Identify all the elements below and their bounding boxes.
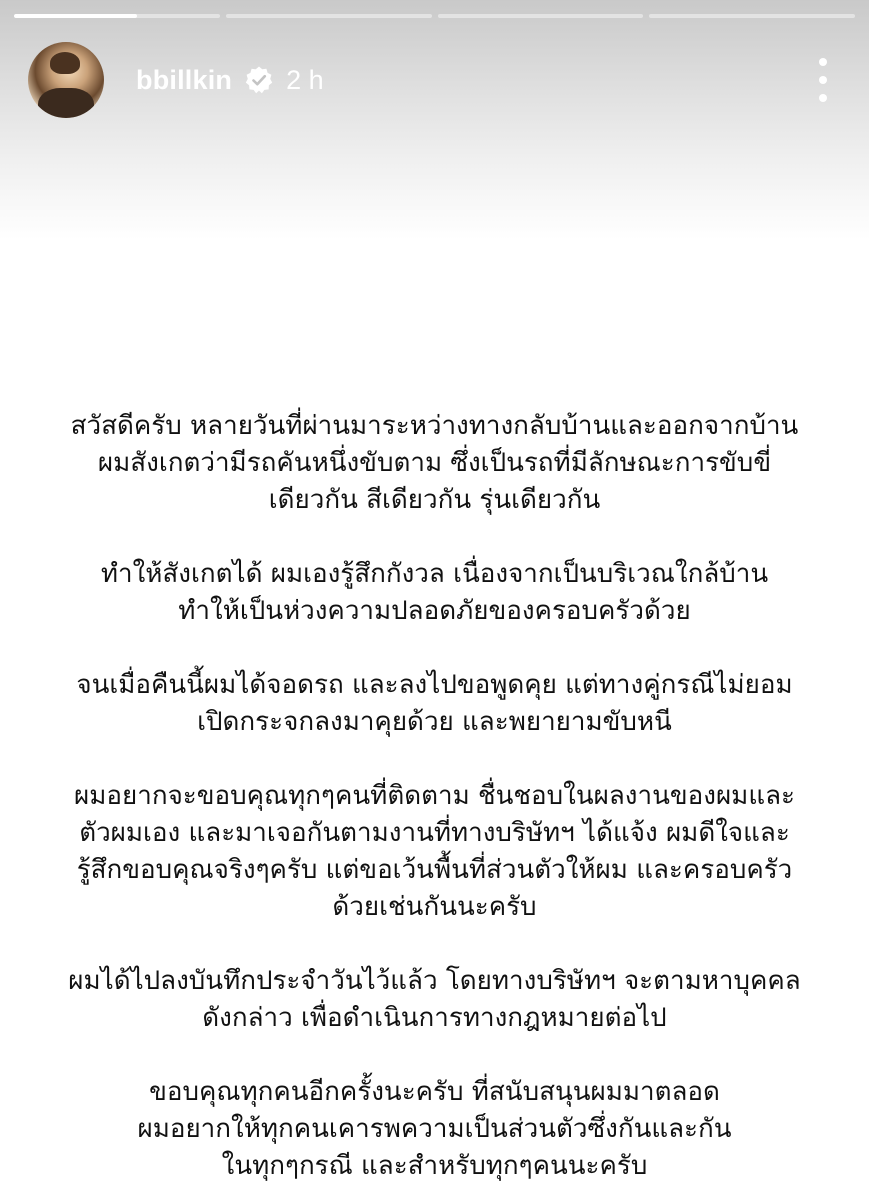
more-vertical-icon[interactable] [811, 58, 835, 102]
paragraph [30, 667, 839, 741]
text-line: ในทุกๆกรณี และสำหรับทุกๆคนนะครับ [221, 1151, 648, 1181]
text-line: ตัวผมเอง และมาเจอกันตามงานที่ทางบริษัทฯ ได้แจ้ง ผมดีใจและ [79, 818, 790, 848]
avatar[interactable] [28, 42, 104, 118]
progress-segment [14, 14, 220, 18]
paragraph [30, 963, 839, 1037]
paragraph [30, 556, 839, 630]
text-line: จนเมื่อคืนนี้ผมได้จอดรถ และลงไปขอพูดคุย แต่ทางคู่กรณีไม่ยอม [76, 670, 793, 700]
text-line: ผมอยากจะขอบคุณทุกๆคนที่ติดตาม ชื่นชอบในผลงานของผมและ [74, 781, 795, 811]
text-line: สวัสดีครับ หลายวันที่ผ่านมาระหว่างทางกลับบ้านและออกจากบ้าน [70, 411, 799, 441]
story-header [28, 40, 841, 120]
text-line: ผมอยากให้ทุกคนเคารพความเป็นส่วนตัวซึ่งกันและกัน [137, 1114, 732, 1144]
more-dot [819, 76, 827, 84]
more-dot [819, 94, 827, 102]
text-line: ขอบคุณทุกคนอีกครั้งนะครับ ที่สนับสนุนผมมาตลอด [149, 1077, 720, 1107]
text-line: ทำให้สังเกตได้ ผมเองรู้สึกกังวล เนื่องจากเป็นบริเวณใกล้บ้าน [100, 559, 769, 589]
text-line: ด้วยเช่นกันนะครับ [332, 892, 537, 922]
text-line: เปิดกระจกลงมาคุยด้วย และพยายามขับหนี [197, 707, 672, 737]
text-line: เดียวกัน สีเดียวกัน รุ่นเดียวกัน [268, 485, 601, 515]
progress-segment [438, 14, 644, 18]
top-gradient-overlay [0, 0, 869, 240]
progress-fill [14, 14, 137, 18]
progress-segment [226, 14, 432, 18]
more-dot [819, 58, 827, 66]
text-line: ทำให้เป็นห่วงความปลอดภัยของครอบครัวด้วย [178, 596, 691, 626]
text-line: ผมได้ไปลงบันทึกประจำวันไว้แล้ว โดยทางบริษัทฯ จะตามหาบุคคล [68, 966, 801, 996]
paragraph [30, 408, 839, 519]
verified-badge-icon [244, 65, 274, 95]
username[interactable]: bbillkin [136, 64, 233, 95]
post-time: 2 h [286, 64, 324, 95]
text-line: ผมสังเกตว่ามีรถคันหนึ่งขับตาม ซึ่งเป็นรถที่มีลักษณะการขับขี่ [97, 448, 772, 478]
text-line: รู้สึกขอบคุณจริงๆครับ แต่ขอเว้นพื้นที่ส่วนตัวให้ผม และครอบครัว [76, 855, 793, 885]
story-progress-bar [14, 14, 855, 18]
story-text [30, 408, 839, 1185]
paragraph [30, 1074, 839, 1185]
paragraph [30, 778, 839, 926]
text-line: ดังกล่าว เพื่อดำเนินการทางกฎหมายต่อไป [202, 1003, 667, 1033]
progress-segment [649, 14, 855, 18]
